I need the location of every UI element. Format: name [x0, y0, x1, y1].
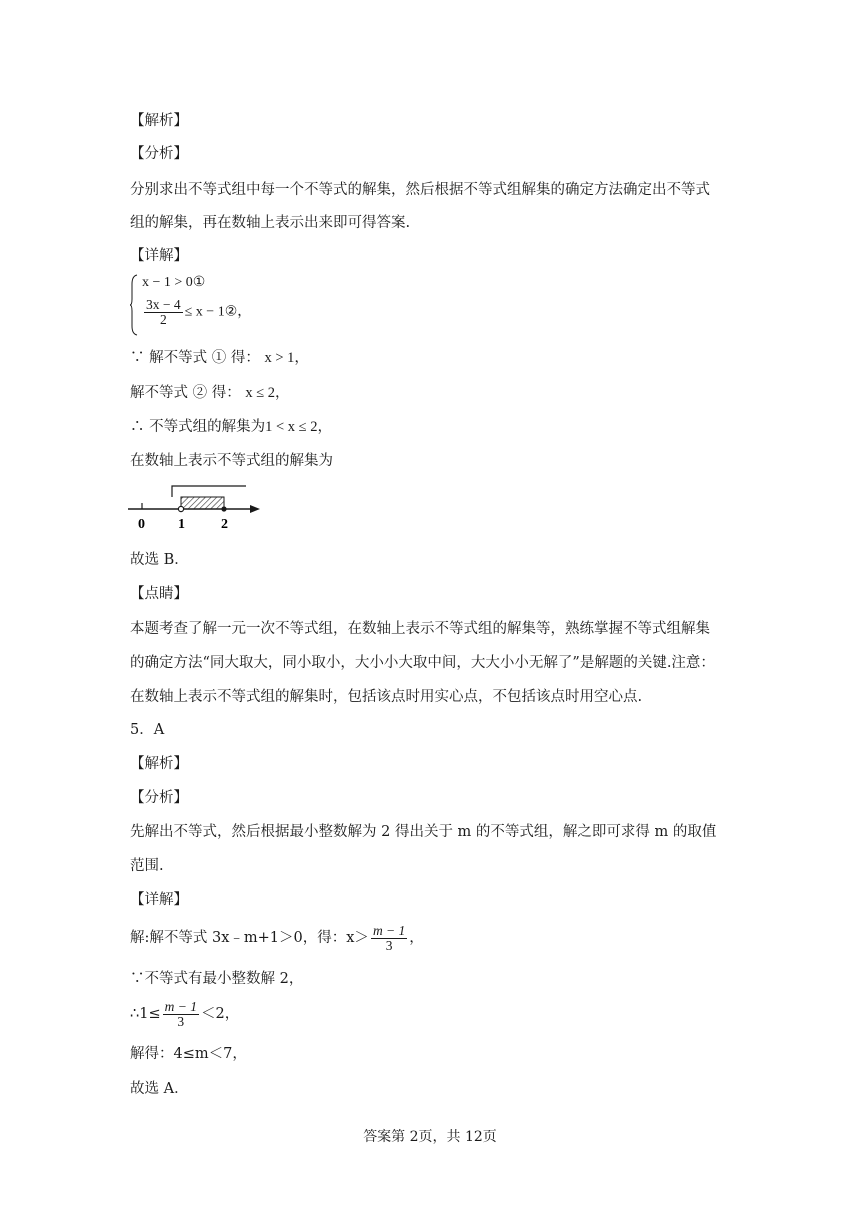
tick-label-1: 1: [178, 517, 185, 532]
section-label-remarks: 【点睛】: [130, 586, 188, 602]
axis-arrow: [250, 505, 260, 513]
paragraph-text: 解得：4≤m＜7，: [130, 1046, 247, 1062]
inequality-system: [130, 272, 370, 340]
fraction-denominator: 3: [177, 1013, 185, 1029]
fraction: [144, 298, 183, 327]
paragraph-text: [130, 347, 309, 369]
upper-bracket: [172, 486, 246, 497]
text-span: 解不等式 ② 得：: [130, 385, 241, 401]
tick-label-0: 0: [138, 517, 145, 532]
section-label-details: 【详解】: [130, 892, 188, 908]
open-point-1: [178, 506, 183, 511]
section-label-analysis: 【解析】: [130, 756, 188, 772]
fraction-numerator: m − 1: [164, 998, 197, 1014]
paragraph-text: 故选 A．: [130, 1081, 189, 1097]
text-span: ∴1≤: [130, 1006, 161, 1022]
question-answer: 5．A: [130, 722, 165, 738]
fraction-denominator: 3: [385, 937, 393, 953]
paragraph-text: 分别求出不等式组中每一个不等式的解集，然后根据不等式组解集的确定方法确定出不等式: [130, 182, 710, 198]
paragraph-text: 在数轴上表示不等式组的解集为: [130, 453, 333, 469]
fraction-numerator: 3x − 4: [146, 297, 181, 312]
page-footer: 答案第 2页，共 12页: [363, 1129, 497, 1145]
section-label-breakdown: 【分析】: [130, 146, 188, 162]
paragraph-text: ∵不等式有最小整数解 2，: [130, 971, 304, 987]
text-span: ＜2，: [200, 1006, 240, 1022]
fraction: [163, 1000, 199, 1029]
solution-region: [181, 497, 224, 509]
fraction-numerator: m − 1: [372, 922, 406, 938]
section-label-analysis: 【解析】: [130, 113, 188, 129]
tick-label-2: 2: [221, 517, 228, 532]
math-span: x ≤ 2，: [245, 385, 290, 401]
fraction: [371, 924, 407, 953]
inequality-2: [142, 298, 251, 327]
paragraph-text: 范围.: [130, 858, 164, 874]
paragraph-text: 组的解集，再在数轴上表示出来即可得答案.: [130, 215, 411, 231]
text-span: ，: [409, 930, 424, 946]
math-span: x > 1，: [264, 350, 309, 366]
inequality-1: x − 1 > 0①: [142, 275, 206, 290]
paragraph-text: 在数轴上表示不等式组的解集时，包括该点时用实心点，不包括该点时用空心点.: [130, 689, 643, 705]
inequality-2-rest: ≤ x − 1②: [184, 304, 238, 320]
text-span: ∴ 不等式组的解集为: [130, 419, 266, 435]
paragraph-text: 的确定方法“同大取大，同小取小，大小小大取中间，大大小小无解了”是解题的关键.注意：: [130, 655, 715, 671]
paragraph-text: [130, 921, 424, 955]
left-brace: [130, 274, 138, 336]
paragraph-text: 故选 B．: [130, 552, 189, 568]
number-line-figure: [128, 478, 268, 534]
paragraph-text: 先解出不等式，然后根据最小整数解为 2 得出关于 m 的不等式组，解之即可求得 m 的取值: [130, 824, 717, 840]
solid-point-2: [221, 506, 226, 511]
paragraph-text: [130, 416, 332, 438]
paragraph-text: 本题考查了解一元一次不等式组，在数轴上表示不等式组的解集等，熟练掌握不等式组解集: [130, 621, 710, 637]
math-span: 1 < x ≤ 2，: [265, 419, 332, 435]
fraction-denominator: 2: [159, 312, 167, 327]
section-label-details: 【详解】: [130, 248, 188, 264]
text-span: ∵ 解不等式 ① 得：: [130, 350, 260, 366]
paragraph-text: [130, 997, 239, 1031]
text-span: 解:解不等式 3x﹣m+1＞0，得：x＞: [130, 930, 369, 946]
section-label-breakdown: 【分析】: [130, 790, 188, 806]
punctuation: ，: [237, 304, 252, 320]
paragraph-text: [130, 382, 290, 404]
